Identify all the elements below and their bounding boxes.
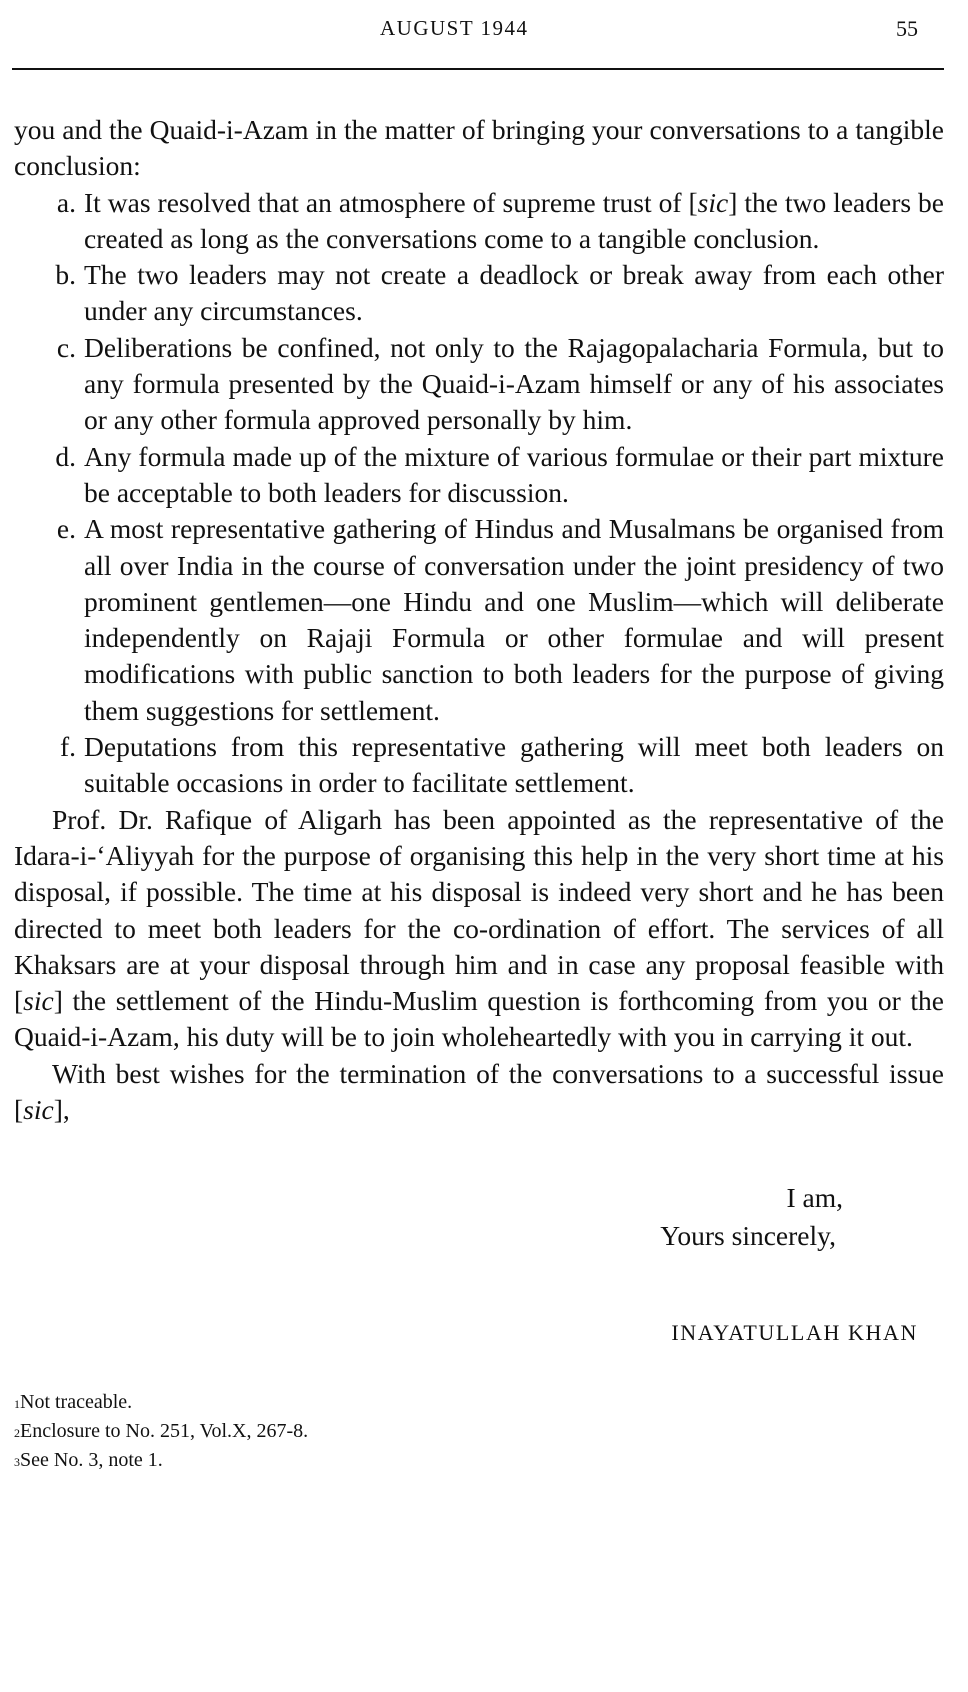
paragraph-text: ],: [53, 1094, 70, 1126]
running-head: [0, 16, 968, 46]
header-rule: [12, 68, 944, 70]
clause-marker: f.: [59, 731, 76, 763]
closing-line-sincerely: Yours sincerely,: [660, 1220, 836, 1251]
footnote-text: Enclosure to No. 251, Vol.X, 267-8.: [20, 1420, 309, 1442]
paragraph-text: ] the settlement of the Hindu-Muslim question is forthcoming from you or the Quaid-i-Azam, his duty will be to join wholeheartedly with you in carrying it out.: [14, 985, 944, 1053]
clause-text: Deliberations be confined, not only to the Rajagopalacharia Formula, but to any formula presented by the Quaid-i-Azam himself or any of his associates or any other formula approved personally by him.: [84, 331, 944, 436]
sic-annotation: sic: [23, 1094, 54, 1126]
footnote: [14, 1388, 914, 1417]
clause-item: [59, 729, 944, 802]
clause-item: [55, 257, 944, 330]
footnote-text: Not traceable.: [20, 1391, 133, 1413]
footnote-mark: 2: [14, 1426, 20, 1440]
clause-item: [56, 185, 945, 258]
clause-marker: b.: [55, 259, 76, 291]
footnote-text: See No. 3, note 1.: [20, 1449, 163, 1471]
clause-list: [14, 185, 944, 802]
clause-text: The two leaders may not create a deadlock or break away from each other under any circumstances.: [84, 259, 944, 327]
footnotes: [14, 1388, 914, 1475]
opening-paragraph: you and the Quaid-i-Azam in the matter of bringing your conversations to a tangible conclusion:: [14, 114, 944, 182]
clause-text: ] the two leaders be created as long as the conversations come to a tangible conclusion.: [84, 186, 945, 254]
clause-marker: c.: [56, 331, 76, 363]
footnote-mark: 3: [14, 1455, 20, 1469]
paragraph-text: With best wishes for the termination of the conversations to a successful issue [: [14, 1057, 944, 1126]
paragraph-best-wishes: [14, 1056, 944, 1129]
sic-annotation: sic: [697, 186, 729, 218]
footnote-mark: 1: [14, 1397, 20, 1411]
paragraph-representative: [14, 802, 944, 1056]
page-number: 55: [896, 16, 918, 41]
clause-text: A most representative gathering of Hindus and Musalmans be organised from all over India in the course of conversation under the joint presidency of two prominent gentlemen—one Hindu and one Muslim—which will deliberate independently on Rajaji Formula or other formulae and will present modifications with public sanction to both leaders for the purpose of giving them suggestions for settlement.: [84, 513, 944, 726]
clause-text: Any formula made up of the mixture of various formulae or their part mixture be acceptable to both leaders for discussion.: [84, 440, 944, 508]
clause-marker: a.: [56, 186, 76, 218]
clause-item: [55, 439, 944, 512]
clause-item: [56, 330, 944, 439]
clause-marker: d.: [55, 440, 76, 472]
letter-body: [14, 112, 944, 1128]
closing-line-i-am: I am,: [786, 1182, 843, 1213]
running-title: AUGUST 1944: [380, 16, 529, 40]
footnote: [14, 1446, 914, 1475]
paragraph-text: Prof. Dr. Rafique of Aligarh has been appointed as the representative of the Idara-i-‘Aliyyah for the purpose of organising this help in the very short time at his disposal, if possible. The time at his disposal is indeed very short and he has been directed to meet both leaders for the co-ordination of effort. The services of all Khaksars are at your disposal through him and in case any proposal feasible with [: [14, 803, 944, 1017]
clause-text: Deputations from this representative gathering will meet both leaders on suitable occasions in order to facilitate settlement.: [84, 731, 944, 799]
clause-item: [56, 511, 944, 729]
footnote: [14, 1417, 914, 1446]
signature-name: INAYATULLAH KHAN: [671, 1320, 918, 1345]
clause-text: It was resolved that an atmosphere of supreme trust of [: [84, 186, 698, 218]
clause-marker: e.: [56, 513, 76, 545]
sic-annotation: sic: [23, 985, 54, 1017]
